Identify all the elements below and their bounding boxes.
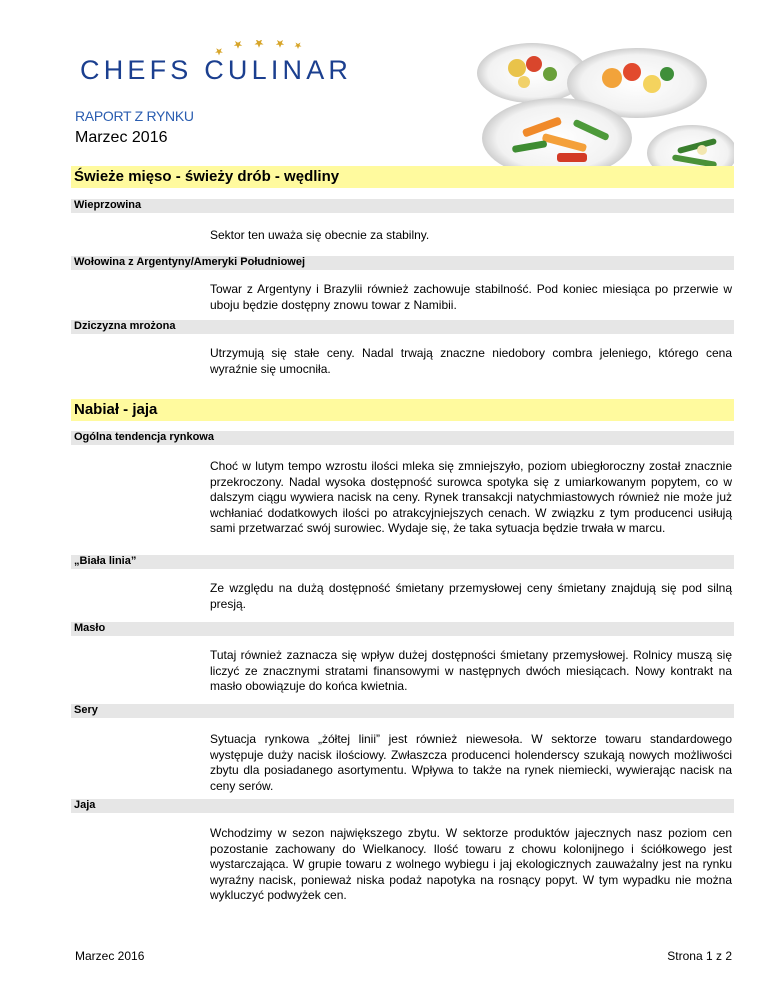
subheading-eggs: [71, 799, 734, 813]
subheading-text: Ogólna tendencja rynkowa: [74, 431, 214, 443]
paragraph-butter: Tutaj również zaznacza się wpływ dużej dostępności śmietany przemysłowej. Rolnicy muszą się liczyć ze znacznymi stratami finansowymi w następnych dwóch miesiącach. Nowy kontrakt na masło obowiązuje do końca kwietnia.: [210, 648, 732, 693]
logo-text: CHEFS CULINAR: [80, 55, 353, 85]
paragraph-pork: Sektor ten uważa się obecnie za stabilny.: [210, 228, 430, 242]
subheading-text: Jaja: [74, 799, 96, 811]
subheading-text: Dziczyzna mrożona: [74, 320, 176, 332]
subheading-game: [71, 320, 734, 334]
subheading-pork: [71, 199, 734, 213]
paragraph-game: Utrzymują się stałe ceny. Nadal trwają znaczne niedobory combra jeleniego, którego cena wyraźnie się umocniła.: [210, 346, 732, 376]
subheading-white-line: [71, 555, 734, 569]
footer-page-number: Strona 1 z 2: [667, 949, 732, 963]
section-heading-dairy: [71, 399, 734, 421]
subheading-text: Wołowina z Argentyny/Ameryki Południowej: [74, 256, 306, 268]
section-title: Nabiał - jaja: [74, 401, 158, 418]
subheading-cheese: [71, 704, 734, 718]
report-label: RAPORT Z RYNKU: [75, 108, 194, 124]
section-heading-meat: [71, 166, 734, 188]
subheading-butter: [71, 622, 734, 636]
paragraph-beef: Towar z Argentyny i Brazylii również zachowuje stabilność. Pod koniec miesiąca po przerwie w uboju będzie dostępny znowu towar z Namibii.: [210, 282, 732, 312]
subheading-text: Wieprzowina: [74, 199, 142, 211]
paragraph-eggs: Wchodzimy w sezon największego zbytu. W sektorze produktów jajecznych nasz poziom cen pozostanie zachowany do Wielkanocy. Ilość towaru z chowu kolonijnego i ściółkowego jest wystarczająca. W grupie towaru z wolnego wybiegu i jaj ekologicznych zauważalny jest na rynku wyraźny nacisk, ponieważ niska podaż napotyka na rosnący popyt. W tym wypadku nie można wykluczyć podwyżek cen.: [210, 826, 732, 902]
subheading-market-trend: [71, 431, 734, 445]
company-logo: [80, 40, 460, 86]
subheading-text: Masło: [74, 622, 106, 634]
paragraph-cheese: Sytuacja rynkowa „żółtej linii” jest również niewesoła. W sektorze towaru standardowego występuje duży nacisk ilościowy. Zwłaszcza producenci holenderscy szukają nowych możliwości zbytu dla posiadanego asortymentu. Wpływa to także na rynek niemiecki, wywierając nacisk na ceny serów.: [210, 732, 732, 793]
footer-date: Marzec 2016: [75, 949, 145, 963]
section-title: Świeże mięso - świeży drób - wędliny: [74, 168, 340, 185]
food-photo-image: [462, 38, 734, 183]
subheading-text: Sery: [74, 704, 98, 716]
paragraph-white-line: Ze względu na dużą dostępność śmietany przemysłowej ceny śmietany znajdują się pod silną presją.: [210, 581, 732, 611]
subheading-text: „Biała linia”: [74, 555, 137, 567]
report-date: Marzec 2016: [75, 129, 168, 146]
paragraph-market-trend: Choć w lutym tempo wzrostu ilości mleka się zmniejszyło, poziom ubiegłoroczny został znacznie przekroczony. Nadal wysoka dostępność surowca spotyka się z umiarkowanym popytem, co w dalszym ciągu wywiera nacisk na ceny. Rynek transakcji natychmiastowych również nie może już wchłaniać dodatkowych ilości po atrakcyjniejszych cenach. W związku z tym producenci usiłują sami przetwarzać swój surowiec. Wydaje się, że taka sytuacja będzie trwała w marcu.: [210, 459, 732, 535]
subheading-beef: [71, 256, 734, 270]
